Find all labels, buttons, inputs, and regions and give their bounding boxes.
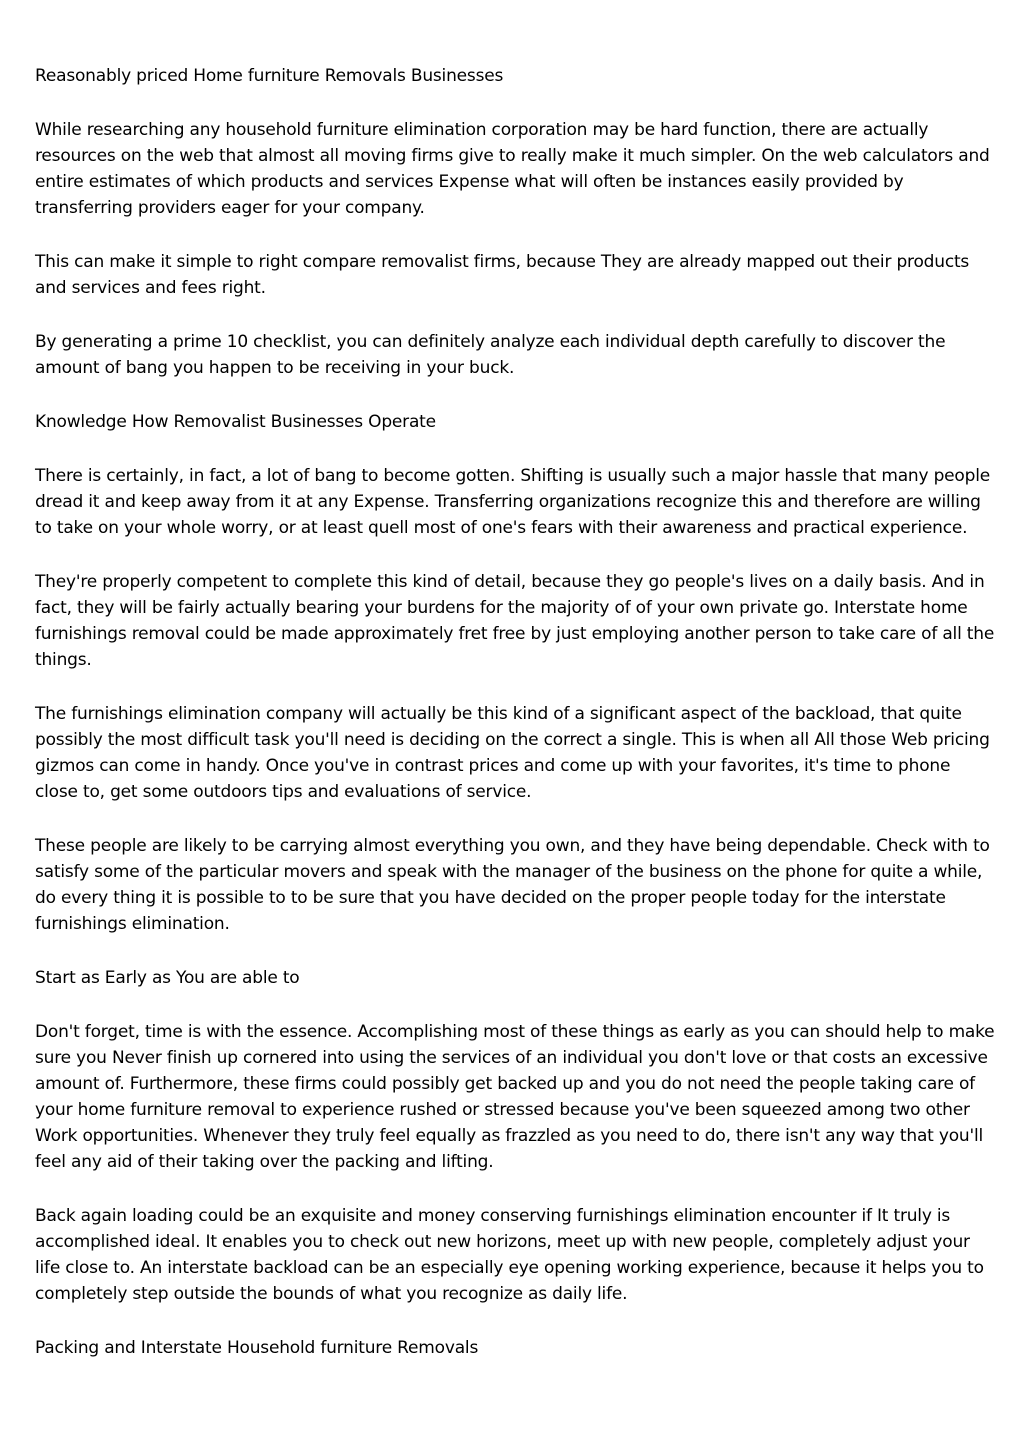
paragraph-2: This can make it simple to right compare removalist firms, because They are already mapped out their products and services and fees right. xyxy=(35,252,970,298)
paragraph-7: These people are likely to be carrying almost everything you own, and they have being dependable. Check with to satisfy some of the particular movers and speak with the manager of the business on the phone for quite a while, do every thing it is possible to to be sure that you have decided on the proper people today for the interstate furnishings elimination. xyxy=(35,836,990,934)
paragraph-4: There is certainly, in fact, a lot of bang to become gotten. Shifting is usually such a major hassle that many people dread it and keep away from it at any Expense. Transferring organizations recognize this and therefore are willing to take on your whole worry, or at least quell most of one's fears with their awareness and practical experience. xyxy=(35,466,990,538)
heading-3: Start as Early as You are able to xyxy=(35,968,300,988)
paragraph-8: Don't forget, time is with the essence. Accomplishing most of these things as early as you can should help to make sure you Never finish up cornered into using the services of an individual you don't love or that costs an excessive amount of. Furthermore, these firms could possibly get backed up and you do not need the people taking care of your home furniture removal to experience rushed or stressed because you've been squeezed among two other Work opportunities. Whenever they truly feel equally as frazzled as you need to do, there isn't any way that you'll feel any aid of their taking over the packing and lifting. xyxy=(35,1022,995,1172)
heading-1: Reasonably priced Home furniture Removals Businesses xyxy=(35,66,504,86)
paragraph-5: They're properly competent to complete this kind of detail, because they go people's lives on a daily basis. And in fact, they will be fairly actually bearing your burdens for the majority of of your own private go. Interstate home furnishings removal could be made approximately fret free by just employing another person to take care of all the things. xyxy=(35,572,995,670)
paragraph-3: By generating a prime 10 checklist, you can definitely analyze each individual depth carefully to discover the amount of bang you happen to be receiving in your buck. xyxy=(35,332,946,378)
heading-2: Knowledge How Removalist Businesses Operate xyxy=(35,412,436,432)
document-page xyxy=(35,63,995,1389)
paragraph-6: The furnishings elimination company will actually be this kind of a significant aspect of the backload, that quite possibly the most difficult task you'll need is deciding on the correct a single. This is when all All those Web pricing gizmos can come in handy. Once you've in contrast prices and come up with your favorites, it's time to phone close to, get some outdoors tips and evaluations of service. xyxy=(35,704,990,802)
heading-4: Packing and Interstate Household furniture Removals xyxy=(35,1338,479,1358)
paragraph-1: While researching any household furniture elimination corporation may be hard function, there are actually resources on the web that almost all moving firms give to really make it much simpler. On the web calculators and entire estimates of which products and services Expense what will often be instances easily provided by transferring providers eager for your company. xyxy=(35,120,990,218)
paragraph-9: Back again loading could be an exquisite and money conserving furnishings elimination encounter if It truly is accomplished ideal. It enables you to check out new horizons, meet up with new people, completely adjust your life close to. An interstate backload can be an especially eye opening working experience, because it helps you to completely step outside the bounds of what you recognize as daily life. xyxy=(35,1206,984,1304)
